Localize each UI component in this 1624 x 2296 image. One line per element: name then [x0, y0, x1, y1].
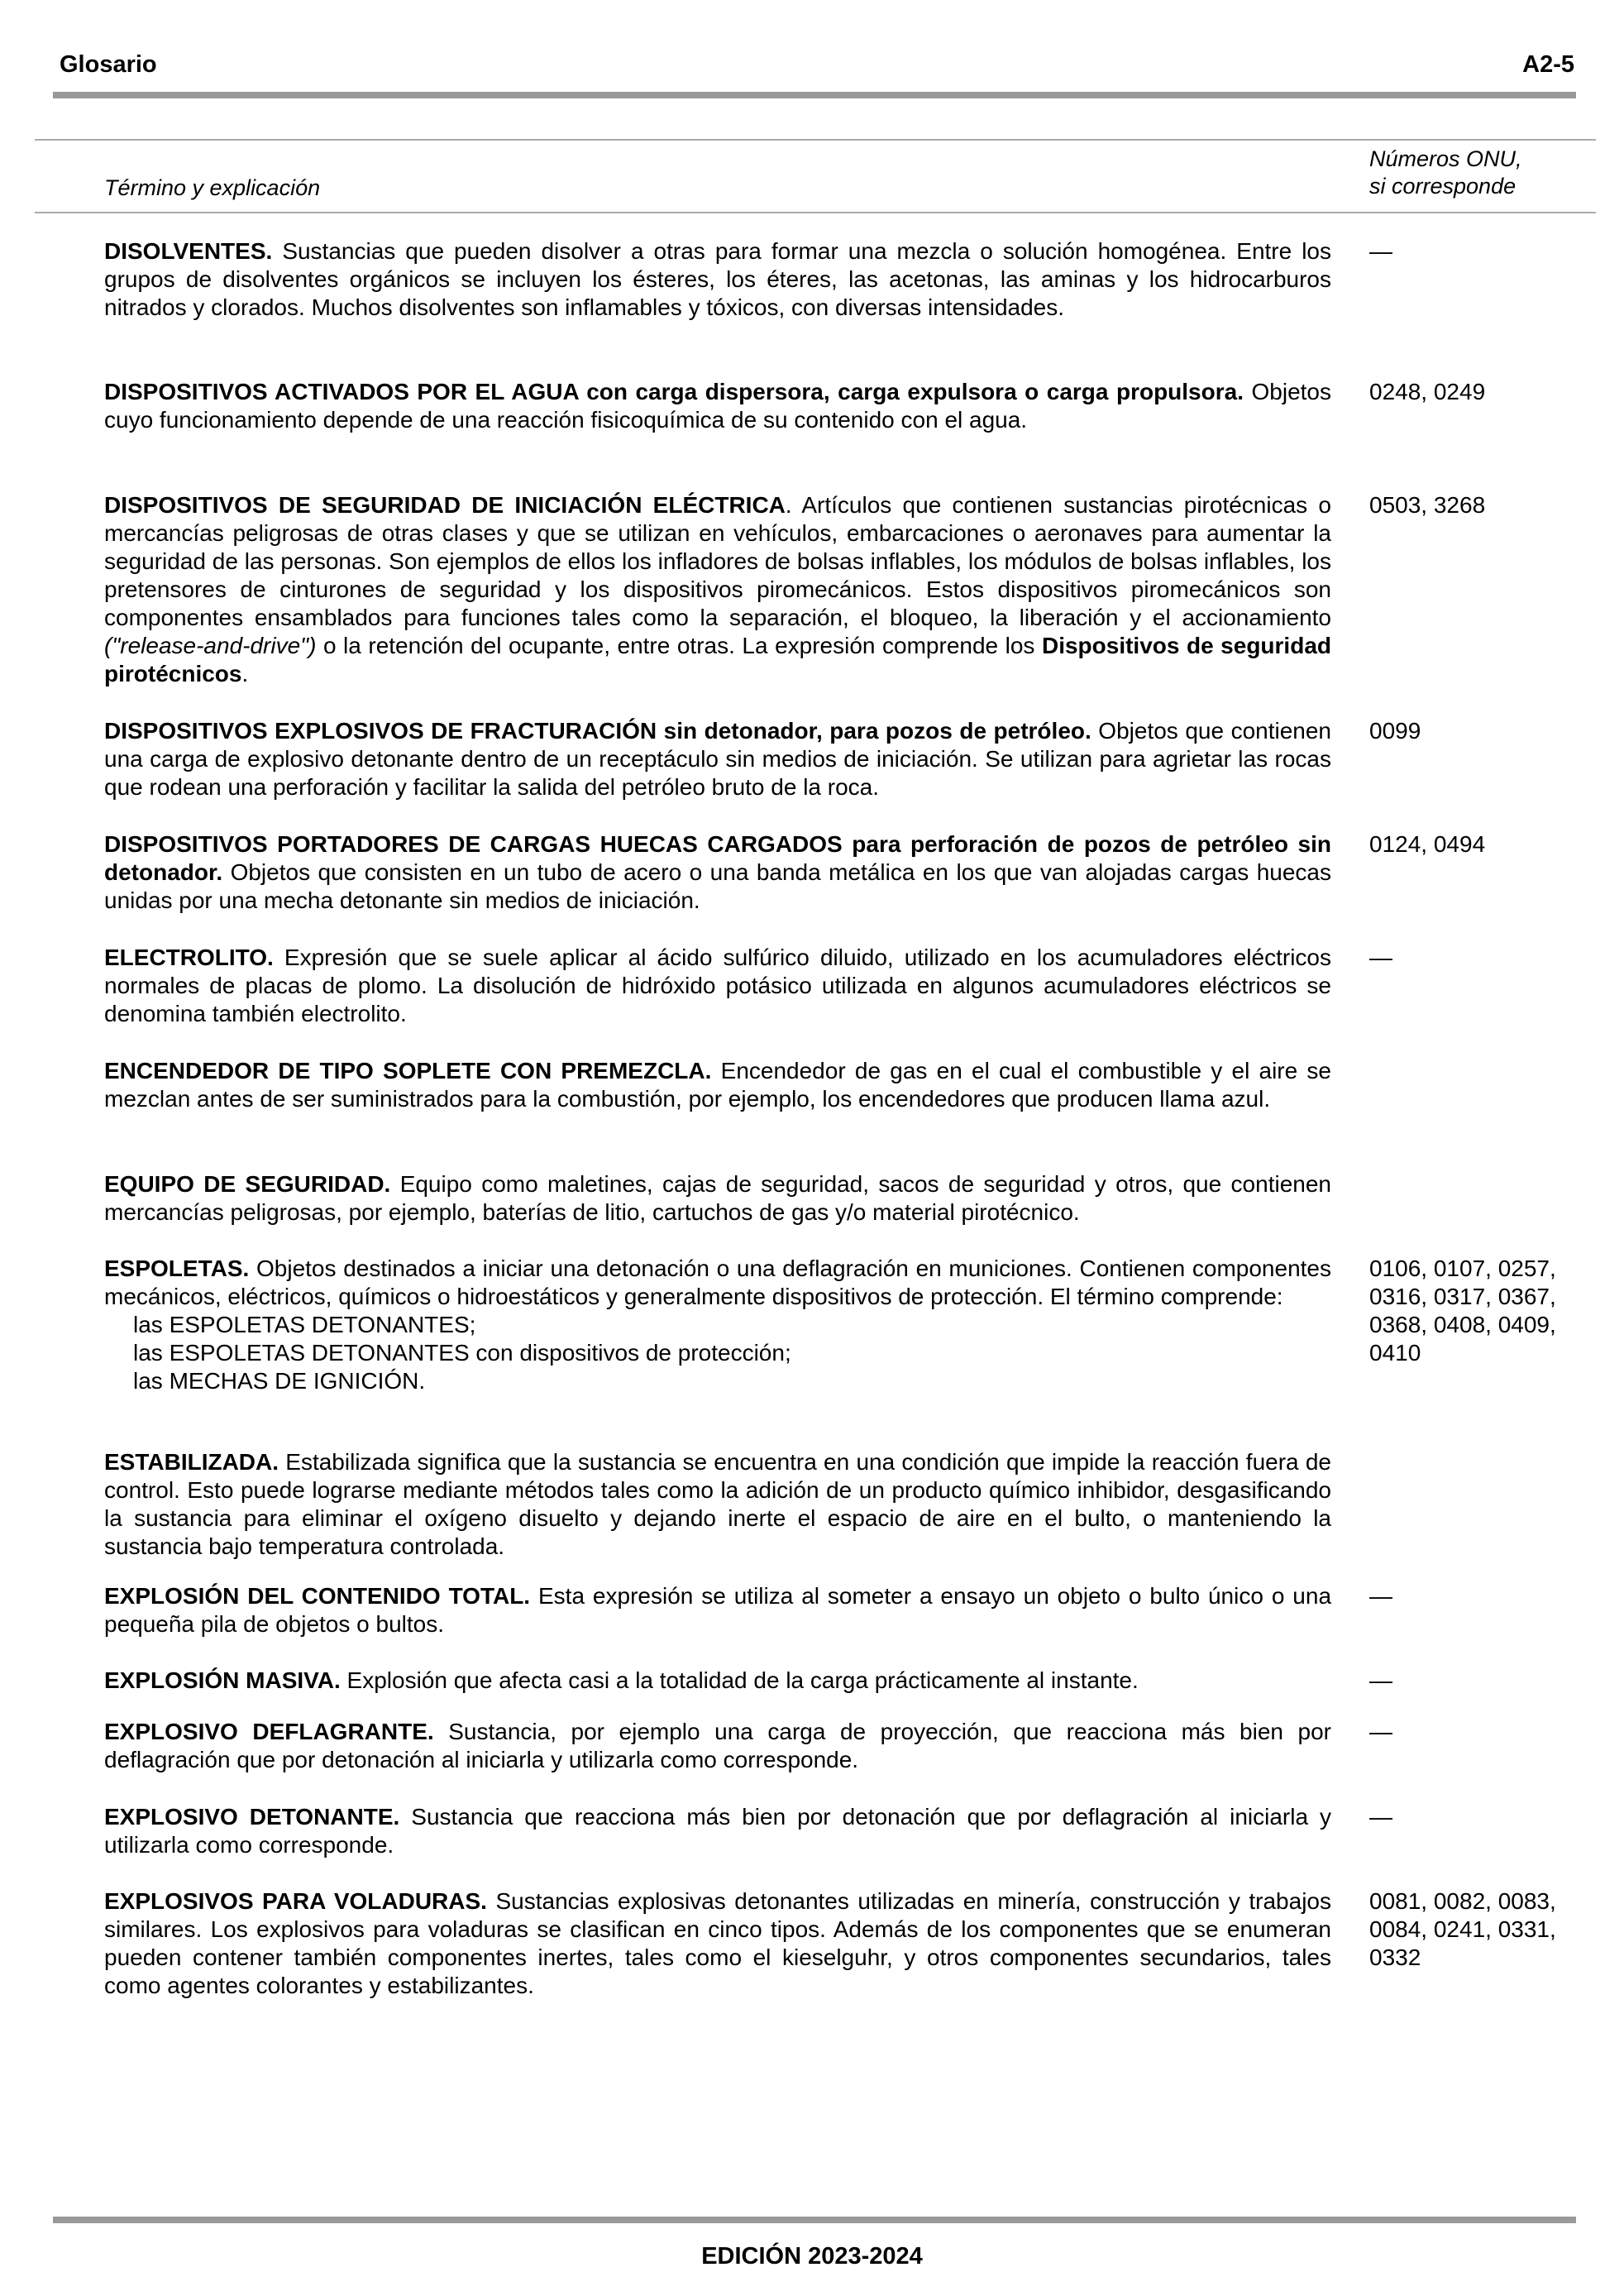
glossary-entry-cargas-huecas [104, 830, 1601, 915]
glossary-entry-fracturacion [104, 717, 1601, 801]
page-number: A2-5 [1522, 51, 1574, 78]
entry-un-numbers: — [1369, 1583, 1392, 1609]
entry-un-numbers: — [1369, 1667, 1392, 1693]
entry-term: DISPOSITIVOS EXPLOSIVOS DE FRACTURACIÓN sin detonador, para pozos de petróleo. [104, 718, 1091, 744]
entry-term: DISPOSITIVOS DE SEGURIDAD DE INICIACIÓN ELÉCTRICA [104, 492, 786, 518]
entry-term: EXPLOSIVO DEFLAGRANTE. [104, 1719, 434, 1744]
glossary-entry-explosivo-detonante [104, 1803, 1601, 1859]
entry-un-numbers: — [1369, 1719, 1392, 1744]
entry-text: . Artículos que contienen sustancias pirotécnicas o mercancías peligrosas de otras clases y que se utilizan en vehículos, embarcaciones o aeronaves para aumentar la seguridad de las personas. Son ejemplos de ellos los infladores de bolsas inflables, los módulos de bolsas inflables, los pretensores de cinturones de seguridad y los dispositivos piromecánicos. Estos dispositivos piromecánicos son componentes ensamblados para funciones tales como la separación, el bloqueo, la liberación y el accionamiento [104, 492, 1331, 630]
entry-text: Sustancias explosivas detonantes utilizadas en minería, construcción y trabajos similares. Los explosivos para voladuras se clasifican en cinco tipos. Además de los componentes que se enumeran pueden contener también componentes inertes, tales como el kieselguhr, y otros componentes secundarios, tales como agentes colorantes y estabilizantes. [104, 1888, 1331, 1998]
table-top-rule [35, 139, 1596, 141]
entry-un-numbers: 0503, 3268 [1369, 492, 1486, 518]
glossary-entry-explosivos-voladuras [104, 1887, 1601, 2000]
entry-un-numbers: 0106, 0107, 0257, 0316, 0317, 0367, 0368, 0408, 0409, 0410 [1369, 1256, 1556, 1366]
entry-term: DISOLVENTES. [104, 238, 273, 264]
entry-term: ELECTROLITO. [104, 945, 274, 970]
page-header-title: Glosario [60, 51, 157, 78]
glossary-entry-explosion-contenido-total [104, 1582, 1601, 1638]
glossary-entry-equipo-seguridad [104, 1170, 1601, 1227]
entry-term: EXPLOSIVOS PARA VOLADURAS. [104, 1888, 487, 1914]
footer-edition: EDICIÓN 2023-2024 [701, 2243, 923, 2270]
entry-term: EXPLOSIVO DETONANTE. [104, 1804, 400, 1830]
entry-un-numbers: 0248, 0249 [1369, 379, 1486, 404]
glossary-entry-explosion-masiva [104, 1667, 1601, 1695]
entry-text: Equipo como maletines, cajas de seguridad, sacos de seguridad y otros, que contienen mercancías peligrosas, por ejemplo, baterías de litio, cartuchos de gas y/o material pirotécnico. [104, 1171, 1331, 1225]
glossary-entry-electrolito [104, 944, 1601, 1028]
entry-text-end: . [241, 661, 249, 686]
entry-text: Esta expresión se utiliza al someter a ensayo un objeto o bulto único o una pequeña pila de objetos o bultos. [104, 1583, 1332, 1637]
entry-subitem: las MECHAS DE IGNICIÓN. [133, 1368, 426, 1394]
entry-un-numbers: 0099 [1369, 718, 1421, 744]
glossary-entry-estabilizada [104, 1448, 1601, 1561]
entry-un-numbers: 0124, 0494 [1369, 831, 1486, 857]
entry-text: Objetos que consisten en un tubo de acero o una banda metálica en los que van alojadas cargas huecas unidas por una mecha detonante sin medios de iniciación. [104, 859, 1331, 913]
entry-text: Objetos cuyo funcionamiento depende de una reacción fisicoquímica de su contenido con el agua. [104, 379, 1331, 433]
entry-text: Expresión que se suele aplicar al ácido sulfúrico diluido, utilizado en los acumuladores eléctricos normales de placas de plomo. La disolución de hidróxido potásico utilizada en algunos acumuladores eléctricos se denomina también electrolito. [104, 945, 1331, 1026]
table-header-rule [35, 212, 1596, 213]
entry-text: Explosión que afecta casi a la totalidad de la carga prácticamente al instante. [340, 1667, 1139, 1693]
entry-text: Objetos que contienen una carga de explosivo detonante dentro de un receptáculo sin medios de iniciación. Se utilizan para agrietar las rocas que rodean una perforación y facilitar la salida del petróleo bruto de la roca. [104, 718, 1332, 800]
glossary-entry-explosivo-deflagrante [104, 1718, 1601, 1774]
entry-text: Sustancia que reacciona más bien por detonación que por deflagración al iniciarla y utilizarla como corresponde. [104, 1804, 1332, 1858]
footer-rule [53, 2217, 1576, 2223]
glossary-entry-disolventes [104, 237, 1601, 322]
entry-un-numbers: — [1369, 238, 1392, 264]
entry-text: Estabilizada significa que la sustancia se encuentra en una condición que impide la reacción fuera de control. Esto puede lograrse mediante métodos tales como la adición de un producto químico inhibidor, desgasificando la sustancia para eliminar el oxígeno disuelto y dejando inerte el espacio de aire en el bulto, o manteniendo la sustancia bajo temperatura controlada. [104, 1449, 1331, 1559]
entry-text: Encendedor de gas en el cual el combustible y el aire se mezclan antes de ser suministrados para la combustión, por ejemplo, los encendedores que producen llama azul. [104, 1058, 1332, 1112]
header-rule [53, 92, 1576, 98]
entry-term: ESTABILIZADA. [104, 1449, 279, 1475]
entry-term-ref: Dispositivos de seguridad pirotécnicos [104, 633, 1331, 686]
entry-term: EXPLOSIÓN MASIVA. [104, 1667, 341, 1693]
entry-term: DISPOSITIVOS ACTIVADOS POR EL AGUA con carga dispersora, carga expulsora o carga propulsora. [104, 379, 1244, 404]
entry-term: EQUIPO DE SEGURIDAD. [104, 1171, 391, 1197]
entry-text-cont: o la retención del ocupante, entre otras. La expresión comprende los [316, 633, 1042, 658]
entry-subitem: las ESPOLETAS DETONANTES; [133, 1312, 476, 1337]
entry-un-numbers: 0081, 0082, 0083, 0084, 0241, 0331, 0332 [1369, 1888, 1556, 1970]
entry-un-numbers: — [1369, 1804, 1392, 1830]
column-header-un: Números ONU, si corresponde [1369, 146, 1522, 199]
entry-term: DISPOSITIVOS PORTADORES DE CARGAS HUECAS CARGADOS para perforación de pozos de petróleo sin detonador. [104, 831, 1331, 885]
entry-text: Objetos destinados a iniciar una detonación o una deflagración en municiones. Contienen componentes mecánicos, eléctricos, químicos o hidroestáticos y generalmente dispositivos de protección. El término comprende: [104, 1256, 1331, 1309]
entry-term: ENCENDEDOR DE TIPO SOPLETE CON PREMEZCLA. [104, 1058, 712, 1083]
glossary-entry-espoletas [104, 1255, 1601, 1395]
glossary-entry-dispositivos-seguridad [104, 491, 1601, 688]
entry-text-italic: ("release-and-drive") [104, 633, 317, 658]
glossary-entry-encendedor [104, 1057, 1601, 1113]
entry-term: EXPLOSIÓN DEL CONTENIDO TOTAL. [104, 1583, 531, 1609]
glossary-entry-dispositivos-agua [104, 378, 1601, 434]
entry-text: Sustancias que pueden disolver a otras para formar una mezcla o solución homogénea. Entre los grupos de disolventes orgánicos se incluyen los ésteres, los éteres, las acetonas, las aminas y los hidrocarburos nitrados y clorados. Muchos disolventes son inflamables y tóxicos, con diversas intensidades. [104, 238, 1331, 320]
column-header-term: Término y explicación [104, 175, 321, 200]
entry-subitem: las ESPOLETAS DETONANTES con dispositivos de protección; [133, 1340, 791, 1366]
entry-text: Sustancia, por ejemplo una carga de proyección, que reacciona más bien por deflagración que por detonación al iniciarla y utilizarla como corresponde. [104, 1719, 1331, 1772]
entry-term: ESPOLETAS. [104, 1256, 250, 1281]
entry-un-numbers: — [1369, 945, 1392, 970]
